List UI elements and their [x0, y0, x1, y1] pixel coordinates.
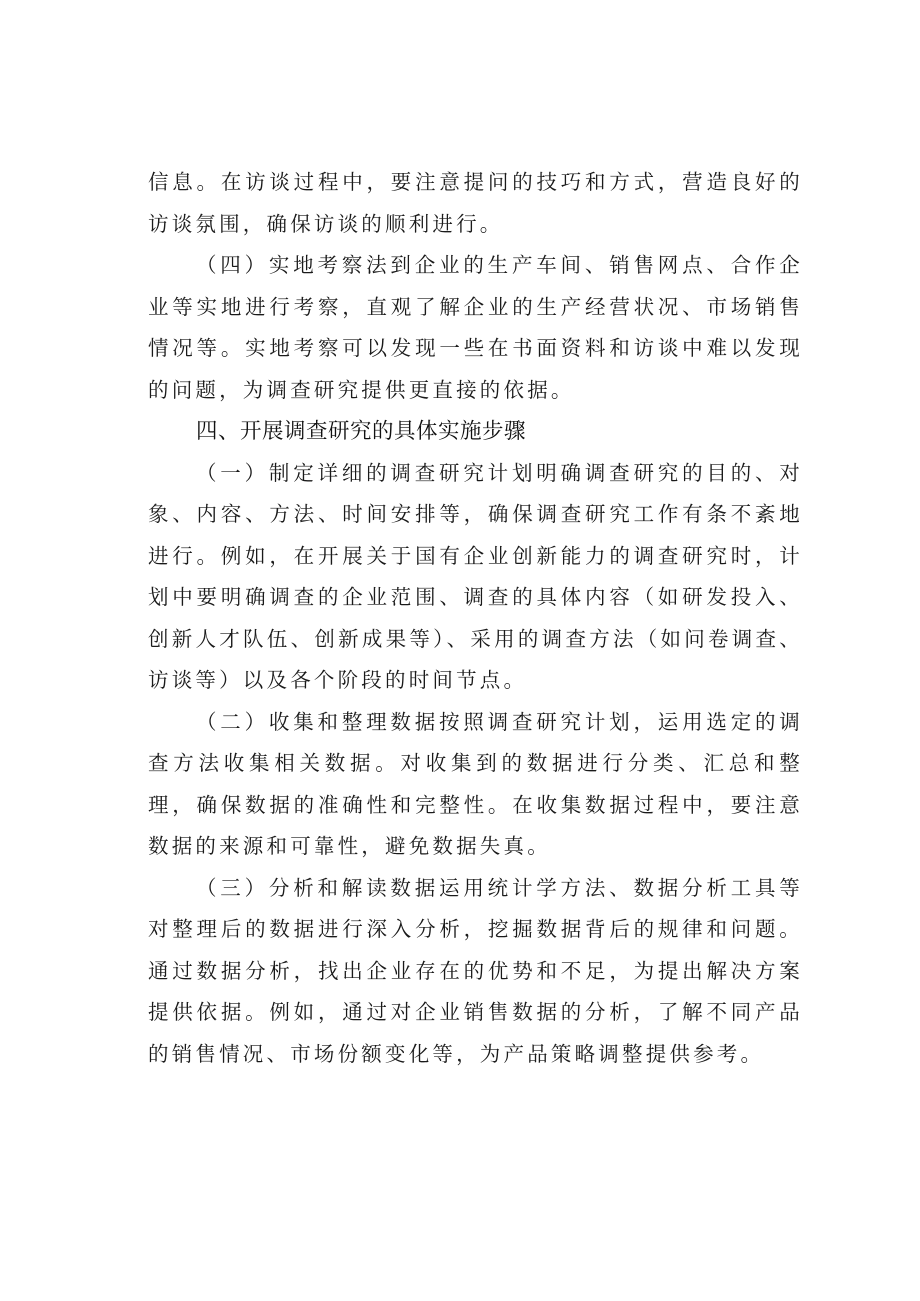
paragraph-interview-continuation: 信息。在访谈过程中，要注意提问的技巧和方式，营造良好的访谈氛围，确保访谈的顺利进行。 [148, 170, 803, 236]
paragraph-research-plan: （一）制定详细的调查研究计划明确调查研究的目的、对象、内容、方法、时间安排等，确保调查研究工作有条不紊地进行。例如，在开展关于国有企业创新能力的调查研究时，计划中要明确调查的企业范围、调查的具体内容（如研发投入、创新人才队伍、创新成果等）、采用的调查方法（如问卷调查、访谈等）以及各个阶段的时间节点。 [148, 460, 803, 692]
paragraph-data-collection: （二）收集和整理数据按照调查研究计划，运用选定的调查方法收集相关数据。对收集到的数据进行分类、汇总和整理，确保数据的准确性和完整性。在收集数据过程中，要注意数据的来源和可靠性，避免数据失真。 [148, 709, 803, 858]
document-body [148, 162, 803, 1075]
paragraph-site-inspection: （四）实地考察法到企业的生产车间、销售网点、合作企业等实地进行考察，直观了解企业的生产经营状况、市场销售情况等。实地考察可以发现一些在书面资料和访谈中难以发现的问题，为调查研究提供更直接的依据。 [148, 253, 803, 402]
section-heading: 四、开展调查研究的具体实施步骤 [196, 419, 527, 444]
paragraph-data-analysis: （三）分析和解读数据运用统计学方法、数据分析工具等对整理后的数据进行深入分析，挖掘数据背后的规律和问题。通过数据分析，找出企业存在的优势和不足，为提出解决方案提供依据。例如，通过对企业销售数据的分析，了解不同产品的销售情况、市场份额变化等，为产品策略调整提供参考。 [148, 875, 803, 1066]
